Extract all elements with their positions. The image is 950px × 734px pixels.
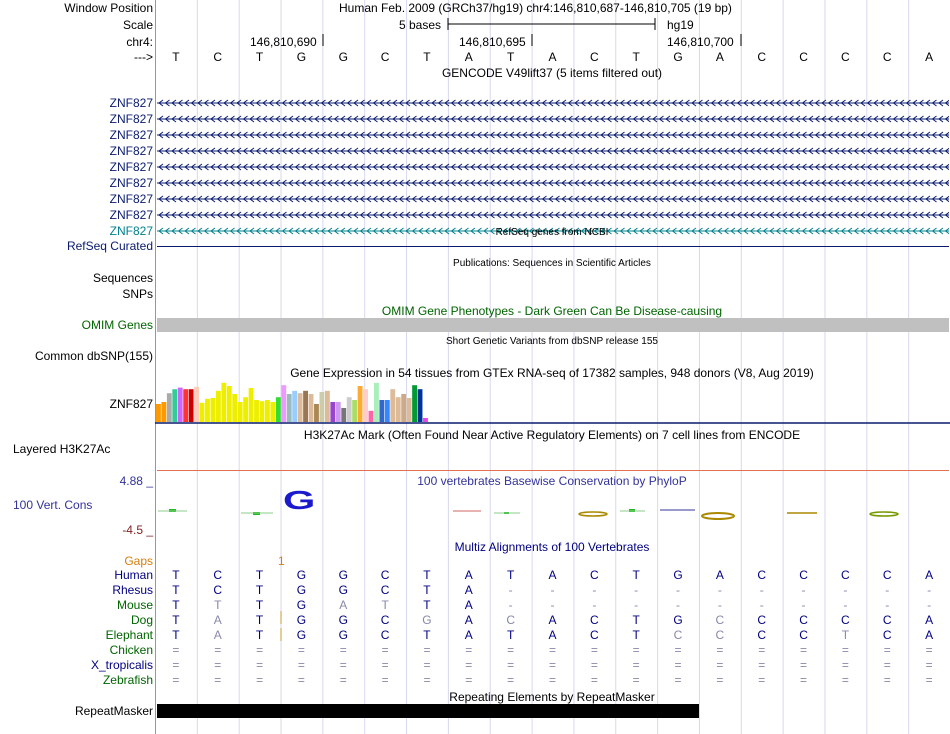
alignment-base: C (213, 568, 223, 582)
alignment-base: = (800, 658, 808, 672)
phylop-small-marks (158, 509, 898, 519)
gtex-tissue-bar[interactable] (189, 389, 194, 422)
alignment-base: = (758, 673, 766, 687)
alignment-base: C (380, 613, 390, 627)
gtex-tissue-bar[interactable] (407, 398, 412, 422)
alignment-base: T (172, 598, 180, 612)
phylop-big-base: G (283, 485, 316, 515)
species-label-x_tropicalis[interactable]: X_tropicalis (90, 658, 153, 672)
alignment-base: A (715, 568, 724, 582)
window-position-label: Window Position (64, 1, 153, 15)
alignment-base: G (673, 568, 683, 582)
alignment-base: A (464, 628, 473, 642)
gencode-gene-label[interactable]: ZNF827 (109, 144, 153, 158)
gtex-tissue-bar[interactable] (292, 391, 297, 422)
gtex-tissue-bar[interactable] (227, 386, 232, 422)
alignment-base: T (255, 628, 264, 642)
species-label-chicken[interactable]: Chicken (109, 643, 153, 657)
snps-label[interactable]: SNPs (122, 287, 153, 301)
alignment-base: = (256, 673, 264, 687)
scale-value: 5 bases (399, 18, 442, 32)
alignment-base: = (716, 658, 724, 672)
gencode-transcript-line[interactable] (157, 130, 949, 140)
species-label-dog[interactable]: Dog (130, 613, 153, 627)
reference-base: C (757, 50, 767, 64)
alignment-base: C (589, 568, 599, 582)
species-label-mouse[interactable]: Mouse (116, 598, 153, 612)
alignment-base: G (338, 583, 348, 597)
gtex-tissue-bar[interactable] (369, 411, 374, 422)
gtex-tissue-bar[interactable] (281, 385, 286, 422)
gtex-tissue-bar[interactable] (194, 387, 199, 422)
alignment-base: G (422, 613, 432, 627)
alignment-base: - (927, 583, 932, 597)
alignment-base: - (717, 598, 722, 612)
alignment-base: A (925, 568, 934, 582)
species-label-elephant[interactable]: Elephant (105, 628, 153, 642)
alignment-base: A (464, 613, 473, 627)
gtex-tissue-bar[interactable] (183, 389, 188, 422)
repeatmasker-block[interactable] (157, 704, 699, 718)
refseq-title: RefSeq genes from NCBI (495, 227, 609, 238)
alignment-base: T (841, 628, 850, 642)
alignment-base: T (255, 613, 264, 627)
alignment-base: T (423, 568, 431, 582)
alignment-base: T (632, 628, 640, 642)
window-position-value: Human Feb. 2009 (GRCh37/hg19) chr4:146,810,687-146,810,705 (19 bp) (339, 1, 732, 15)
gtex-tissue-bar[interactable] (314, 404, 319, 422)
gencode-gene-label[interactable]: ZNF827 (109, 96, 153, 110)
dog-elephant-gap-marks (278, 610, 284, 644)
alignment-base: - (927, 598, 932, 612)
alignment-base: = (381, 673, 389, 687)
alignment-base: = (925, 658, 933, 672)
reference-base: A (548, 50, 557, 64)
alignment-base: C (882, 568, 892, 582)
species-label-rhesus[interactable]: Rhesus (112, 583, 153, 597)
alignment-base: T (255, 598, 264, 612)
gencode-transcript-line[interactable] (157, 162, 949, 172)
gencode-title: GENCODE V49lift37 (5 items filtered out) (441, 66, 663, 80)
alignment-base: G (296, 628, 307, 642)
alignment-base: = (548, 658, 557, 672)
gtex-tissue-bar[interactable] (341, 408, 346, 422)
gtex-tissue-bar[interactable] (412, 385, 417, 422)
gtex-tissue-bar[interactable] (270, 402, 275, 422)
refseq-line (157, 246, 949, 247)
reference-base: C (841, 50, 850, 64)
gtex-label[interactable]: ZNF827 (109, 397, 153, 411)
h3k27ac-title: H3K27Ac Mark (Often Found Near Active Regulatory Elements) on 7 cell lines from ENCODE (303, 428, 801, 442)
gencode-transcript-line[interactable] (157, 210, 949, 220)
alignment-base: - (676, 583, 681, 597)
alignment-base: - (759, 598, 764, 612)
alignment-base: - (550, 598, 555, 612)
alignment-base: = (590, 673, 598, 687)
gtex-tissue-bar[interactable] (287, 394, 292, 422)
alignment-base: - (885, 583, 890, 597)
alignment-base: A (464, 583, 473, 597)
alignment-base: = (674, 658, 682, 672)
alignment-base: = (172, 673, 180, 687)
alignment-base: T (255, 583, 264, 597)
gaps-value: 1 (278, 554, 285, 568)
gtex-tissue-bar[interactable] (363, 389, 368, 422)
reference-base: A (925, 50, 934, 64)
reference-base: T (506, 50, 515, 64)
alignment-base: T (423, 598, 431, 612)
alignment-base: = (716, 673, 724, 687)
gencode-gene-label[interactable]: ZNF827 (109, 112, 153, 126)
alignment-base: A (925, 613, 934, 627)
alignment-base: C (757, 613, 767, 627)
gtex-tissue-bar[interactable] (396, 397, 401, 422)
gtex-tissue-bar[interactable] (243, 397, 248, 422)
gtex-tissue-bar[interactable] (167, 393, 172, 422)
gtex-tissue-bar[interactable] (205, 399, 210, 422)
h3k27ac-line (157, 470, 949, 471)
gtex-tissue-bar[interactable] (379, 400, 384, 422)
gtex-title: Gene Expression in 54 tissues from GTEx RNA-seq of 17382 samples, 948 donors (V8, Aug 2019) (290, 366, 814, 380)
phylop-ymin: -4.5 _ (122, 523, 153, 537)
gtex-tissue-bar[interactable] (325, 391, 330, 422)
alignment-base: = (800, 673, 808, 687)
alignment-base: = (214, 643, 222, 657)
alignment-base: = (214, 673, 222, 687)
alignment-base: - (801, 598, 806, 612)
gtex-tissue-bar[interactable] (390, 389, 395, 422)
gencode-gene-label[interactable]: ZNF827 (109, 208, 153, 222)
gtex-tissue-bar[interactable] (347, 397, 352, 422)
alignment-base: = (925, 673, 933, 687)
gtex-bar-chart[interactable] (155, 382, 950, 424)
phylop-label[interactable]: 100 Vert. Cons (13, 498, 93, 512)
reference-base: C (799, 50, 808, 64)
gtex-tissue-bar[interactable] (216, 391, 221, 422)
gtex-tissue-bar[interactable] (161, 402, 166, 422)
alignment-base: G (296, 568, 307, 582)
gtex-tissue-bar[interactable] (254, 400, 259, 422)
alignment-base: = (674, 673, 682, 687)
gencode-transcript-line[interactable] (157, 146, 949, 156)
strand-label: ---> (134, 50, 153, 64)
gtex-tissue-bar[interactable] (276, 397, 281, 422)
alignment-base: A (925, 628, 934, 642)
alignment-base: = (507, 658, 515, 672)
alignment-base: - (843, 598, 848, 612)
alignment-base: = (256, 643, 264, 657)
position-3: 146,810,700 (667, 35, 734, 49)
chrom-label: chr4: (126, 35, 153, 49)
alignment-base: G (296, 613, 307, 627)
alignment-base: - (634, 598, 639, 612)
gtex-tissue-bar[interactable] (358, 386, 363, 422)
alignment-base: = (548, 673, 557, 687)
alignment-base: = (214, 658, 222, 672)
alignment-base: G (296, 598, 307, 612)
omim-bar[interactable] (157, 318, 949, 332)
alignment-base: = (172, 643, 180, 657)
gtex-tissue-bar[interactable] (303, 391, 308, 422)
alignment-base: = (883, 643, 891, 657)
gtex-tissue-bar[interactable] (156, 404, 161, 422)
gencode-transcript-line[interactable] (157, 178, 949, 188)
gencode-gene-label[interactable]: ZNF827 (109, 192, 153, 206)
alignment-base: = (465, 658, 473, 672)
alignment-base: C (715, 613, 725, 627)
alignment-base: C (757, 568, 767, 582)
gtex-tissue-bar[interactable] (178, 388, 183, 422)
alignment-base: = (716, 643, 724, 657)
alignment-base: = (800, 643, 808, 657)
alignment-base: C (799, 613, 808, 627)
alignment-base: = (465, 643, 473, 657)
alignment-base: = (381, 658, 389, 672)
gtex-tissue-bar[interactable] (249, 388, 254, 422)
omim-title: OMIM Gene Phenotypes - Dark Green Can Be Disease-causing (381, 304, 723, 318)
alignment-base: A (213, 628, 222, 642)
gtex-tissue-bar[interactable] (336, 402, 341, 422)
gencode-gene-label[interactable]: ZNF827 (109, 160, 153, 174)
publications-title: Publications: Sequences in Scientific Articles (453, 258, 651, 269)
alignment-base: C (757, 628, 767, 642)
alignment-base: G (338, 613, 348, 627)
alignment-base: C (841, 613, 850, 627)
reference-base: C (380, 50, 390, 64)
gtex-tissue-bar[interactable] (232, 394, 237, 422)
alignment-base: T (172, 568, 180, 582)
multiz-title: Multiz Alignments of 100 Vertebrates (454, 540, 650, 554)
alignment-base: = (758, 658, 766, 672)
alignment-base: A (213, 613, 222, 627)
alignment-base: = (297, 658, 305, 672)
phylop-ymax: 4.88 _ (119, 474, 153, 488)
refseq-label[interactable]: RefSeq Curated (66, 239, 153, 253)
alignment-base: C (841, 568, 850, 582)
alignment-base: = (381, 643, 389, 657)
alignment-base: - (634, 583, 639, 597)
alignment-base: - (885, 598, 890, 612)
alignment-base: C (589, 628, 599, 642)
gtex-tissue-bar[interactable] (298, 393, 303, 422)
gtex-tissue-bar[interactable] (309, 394, 314, 422)
gaps-label: Gaps (124, 554, 153, 568)
alignment-base: T (172, 583, 180, 597)
alignment-base: C (589, 613, 599, 627)
alignment-base: C (380, 628, 390, 642)
alignment-base: = (507, 643, 515, 657)
reference-base: G (296, 50, 307, 64)
repeatmasker-label[interactable]: RepeatMasker (74, 704, 153, 718)
alignment-base: = (883, 658, 891, 672)
position-2: 146,810,695 (459, 35, 526, 49)
gtex-tissue-bar[interactable] (330, 402, 335, 422)
alignment-base: C (506, 613, 515, 627)
alignment-base: = (632, 643, 640, 657)
gencode-transcript-line[interactable] (157, 114, 949, 124)
sequences-label[interactable]: Sequences (92, 271, 153, 285)
alignment-base: - (550, 583, 555, 597)
gencode-transcript-line[interactable] (157, 98, 949, 108)
alignment-base: = (423, 658, 431, 672)
gtex-tissue-bar[interactable] (265, 400, 270, 422)
scale-db: hg19 (667, 18, 694, 32)
alignment-base: = (632, 673, 640, 687)
alignment-base: G (296, 583, 307, 597)
alignment-base: - (508, 598, 513, 612)
alignment-base: T (423, 583, 431, 597)
alignment-base: A (464, 568, 473, 582)
alignment-base: C (882, 628, 892, 642)
gencode-gene-label[interactable]: ZNF827 (109, 128, 153, 142)
alignment-base: G (338, 568, 348, 582)
position-1: 146,810,690 (250, 35, 317, 49)
alignment-base: A (464, 598, 473, 612)
gtex-tissue-bar[interactable] (200, 403, 205, 422)
alignment-base: = (423, 643, 431, 657)
alignment-base: A (548, 568, 557, 582)
reference-base: A (464, 50, 473, 64)
species-label-zebrafish[interactable]: Zebrafish (102, 673, 153, 687)
alignment-base: T (255, 568, 264, 582)
alignment-base: = (590, 643, 598, 657)
alignment-base: = (841, 658, 849, 672)
alignment-base: A (548, 628, 557, 642)
reference-base: C (882, 50, 892, 64)
alignment-base: - (843, 583, 848, 597)
h3k27ac-label[interactable]: Layered H3K27Ac (13, 442, 111, 456)
reference-base: G (338, 50, 348, 64)
gtex-tissue-bar[interactable] (260, 401, 265, 422)
repeatmasker-title: Repeating Elements by RepeatMasker (449, 690, 655, 704)
reference-base: T (632, 50, 640, 64)
reference-base: G (673, 50, 683, 64)
alignment-base: = (758, 643, 766, 657)
alignment-base: C (882, 613, 892, 627)
alignment-base: - (592, 598, 597, 612)
gtex-tissue-bar[interactable] (172, 389, 177, 422)
alignment-base: = (465, 673, 473, 687)
alignment-base: = (339, 658, 347, 672)
alignment-base: - (508, 583, 513, 597)
alignment-base: T (632, 568, 640, 582)
reference-base: A (715, 50, 724, 64)
alignment-base: T (214, 598, 222, 612)
gtex-tissue-bar[interactable] (211, 398, 216, 422)
gtex-tissue-bar[interactable] (401, 394, 406, 422)
phylop-track (155, 485, 950, 522)
alignment-base: G (338, 628, 348, 642)
alignment-base: - (759, 583, 764, 597)
alignment-base: - (676, 598, 681, 612)
alignment-base: T (506, 568, 515, 582)
reference-base: C (213, 50, 223, 64)
alignment-base: - (592, 583, 597, 597)
alignment-base: A (339, 598, 348, 612)
alignment-base: = (423, 673, 431, 687)
alignment-base: T (632, 613, 640, 627)
alignment-base: T (172, 613, 180, 627)
alignment-base: = (507, 673, 515, 687)
alignment-base: C (380, 568, 390, 582)
alignment-base: = (339, 643, 347, 657)
alignment-base: T (423, 628, 431, 642)
alignment-base: T (381, 598, 389, 612)
alignment-base: - (717, 583, 722, 597)
alignment-base: = (841, 643, 849, 657)
alignment-base: C (673, 628, 683, 642)
gtex-tissue-bar[interactable] (320, 392, 325, 422)
omim-label[interactable]: OMIM Genes (81, 318, 153, 332)
gencode-gene-label[interactable]: ZNF827 (109, 224, 153, 238)
gtex-tissue-bar[interactable] (238, 402, 243, 422)
alignment-base: = (548, 643, 557, 657)
alignment-base: = (339, 673, 347, 687)
gtex-tissue-bar[interactable] (374, 383, 379, 422)
alignment-base: T (172, 628, 180, 642)
dbsnp-title: Short Genetic Variants from dbSNP release 155 (446, 336, 658, 347)
alignment-base: - (801, 583, 806, 597)
position-ticks (0, 32, 950, 48)
alignment-base: A (548, 613, 557, 627)
alignment-base: T (506, 628, 515, 642)
alignment-base: C (213, 583, 223, 597)
gencode-transcript-line[interactable] (157, 194, 949, 204)
gencode-gene-label[interactable]: ZNF827 (109, 176, 153, 190)
alignment-base: = (256, 658, 264, 672)
alignment-base: G (673, 613, 683, 627)
alignment-base: = (297, 643, 305, 657)
gtex-tissue-bar[interactable] (423, 418, 428, 422)
alignment-base: = (172, 658, 180, 672)
alignment-base: = (883, 673, 891, 687)
alignment-base: C (380, 583, 390, 597)
gtex-tissue-bar[interactable] (352, 400, 357, 422)
alignment-base: = (925, 643, 933, 657)
gtex-tissue-bar[interactable] (385, 400, 390, 422)
gtex-tissue-bar[interactable] (221, 383, 226, 422)
alignment-base: = (632, 658, 640, 672)
alignment-base: = (297, 673, 305, 687)
reference-base: T (255, 50, 264, 64)
alignment-base: = (674, 643, 682, 657)
species-label-human[interactable]: Human (114, 568, 153, 582)
alignment-base: C (799, 628, 808, 642)
alignment-base: C (799, 568, 808, 582)
reference-base: C (589, 50, 599, 64)
alignment-base: C (715, 628, 725, 642)
reference-base: T (423, 50, 431, 64)
alignment-base: = (590, 658, 598, 672)
reference-base: T (172, 50, 180, 64)
alignment-base: = (841, 673, 849, 687)
scale-label: Scale (122, 18, 153, 32)
gtex-tissue-bar[interactable] (418, 389, 423, 422)
phylop-title: 100 vertebrates Basewise Conservation by PhyloP (417, 474, 687, 488)
dbsnp-label[interactable]: Common dbSNP(155) (34, 349, 153, 363)
